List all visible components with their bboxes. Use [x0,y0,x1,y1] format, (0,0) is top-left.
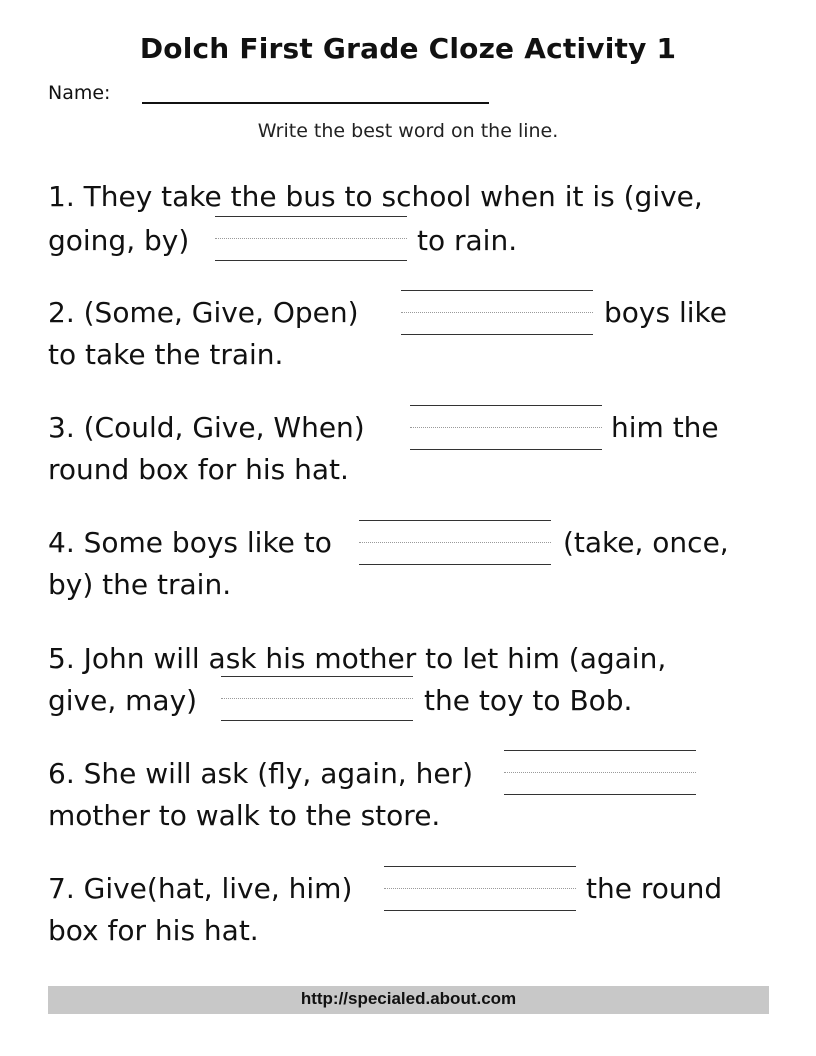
question-7-line-1-start: 7. Give(hat, live, him) [48,872,353,905]
question-1-line-1: 1. They take the bus to school when it is (give, [48,180,703,213]
question-2-line-2: to take the train. [48,338,284,371]
question-3-line-2: round box for his hat. [48,453,349,486]
question-3-line-1-end: him the [611,411,719,444]
question-7-line-1-end: the round [586,872,723,905]
question-5-answer-blank[interactable] [221,676,413,722]
question-1-answer-blank[interactable] [215,216,407,262]
name-line [142,102,489,104]
instructions: Write the best word on the line. [257,120,559,142]
name-label: Name: [48,82,111,104]
question-2-answer-blank[interactable] [401,290,593,336]
worksheet-title: Dolch First Grade Cloze Activity 1 [139,32,677,65]
question-1-line-2-start: going, by) [48,224,190,257]
question-2-line-1-start: 2. (Some, Give, Open) [48,296,359,329]
question-4-line-1-start: 4. Some boys like to [48,526,332,559]
question-6-line-1: 6. She will ask (fly, again, her) [48,757,474,790]
question-5-line-2-end: the toy to Bob. [424,684,633,717]
footer-url[interactable]: http://specialed.about.com [48,986,769,1014]
question-7-answer-blank[interactable] [384,866,576,912]
question-1-line-2-end: to rain. [417,224,518,257]
question-4-line-1-end: (take, once, [563,526,729,559]
question-7-line-2: box for his hat. [48,914,259,947]
question-4-answer-blank[interactable] [359,520,551,566]
question-3-answer-blank[interactable] [410,405,602,451]
question-5-line-1: 5. John will ask his mother to let him (again, [48,642,667,675]
question-6-answer-blank[interactable] [504,750,696,796]
question-2-line-1-end: boys like [604,296,727,329]
question-3-line-1-start: 3. (Could, Give, When) [48,411,365,444]
question-4-line-2: by) the train. [48,568,232,601]
question-6-line-2: mother to walk to the store. [48,799,441,832]
question-5-line-2-start: give, may) [48,684,198,717]
